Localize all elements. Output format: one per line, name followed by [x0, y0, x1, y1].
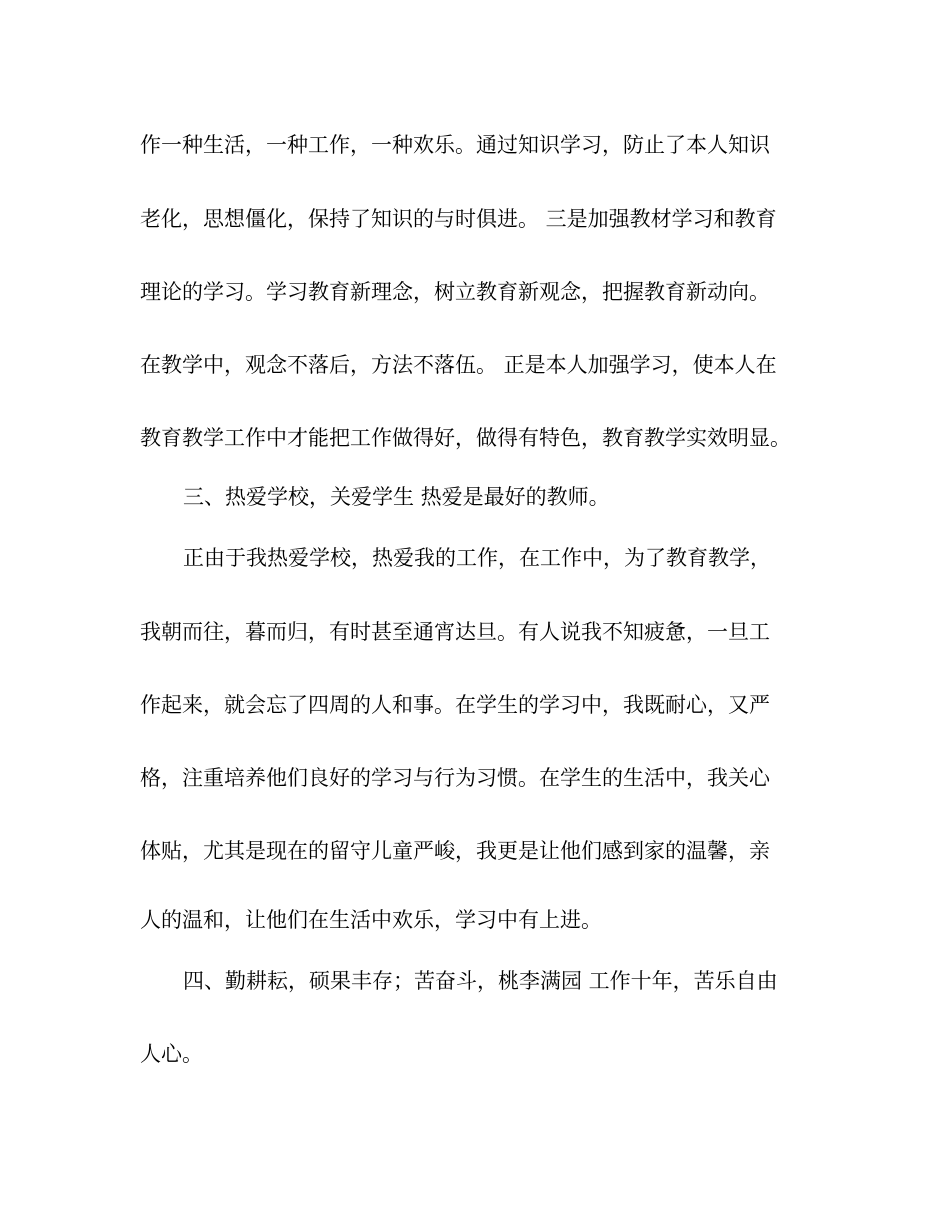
text-line: 格，注重培养他们良好的学习与行为习惯。在学生的生活中，我关心 [140, 766, 770, 790]
text-line: 作起来，就会忘了四周的人和事。在学生的学习中，我既耐心，又严 [140, 693, 770, 717]
text-line: 老化，思想僵化，保持了知识的与时俱进。 三是加强教材学习和教育 [140, 207, 777, 231]
section-heading: 三、热爱学校，关爱学生 热爱是最好的教师。 [183, 485, 610, 509]
text-line: 我朝而往，暮而归，有时甚至通宵达旦。有人说我不知疲惫，一旦工 [140, 620, 770, 644]
text-line: 正由于我热爱学校，热爱我的工作，在工作中，为了教育教学， [183, 546, 771, 570]
text-line: 在教学中，观念不落后，方法不落伍。 正是本人加强学习，使本人在 [140, 353, 777, 377]
section-heading: 四、勤耕耘，硕果丰存；苦奋斗，桃李满园 工作十年，苦乐自由 [183, 969, 778, 993]
text-line: 作一种生活，一种工作，一种欢乐。通过知识学习，防止了本人知识 [140, 133, 770, 157]
text-line: 体贴，尤其是现在的留守儿童严峻，我更是让他们感到家的温馨，亲 [140, 839, 770, 863]
text-line: 理论的学习。学习教育新理念，树立教育新观念，把握教育新动向。 [140, 280, 770, 304]
text-line: 教育教学工作中才能把工作做得好，做得有特色，教育教学实效明显。 [140, 426, 791, 450]
text-line: 人心。 [140, 1042, 203, 1066]
text-line: 人的温和，让他们在生活中欢乐，学习中有上进。 [140, 908, 602, 932]
